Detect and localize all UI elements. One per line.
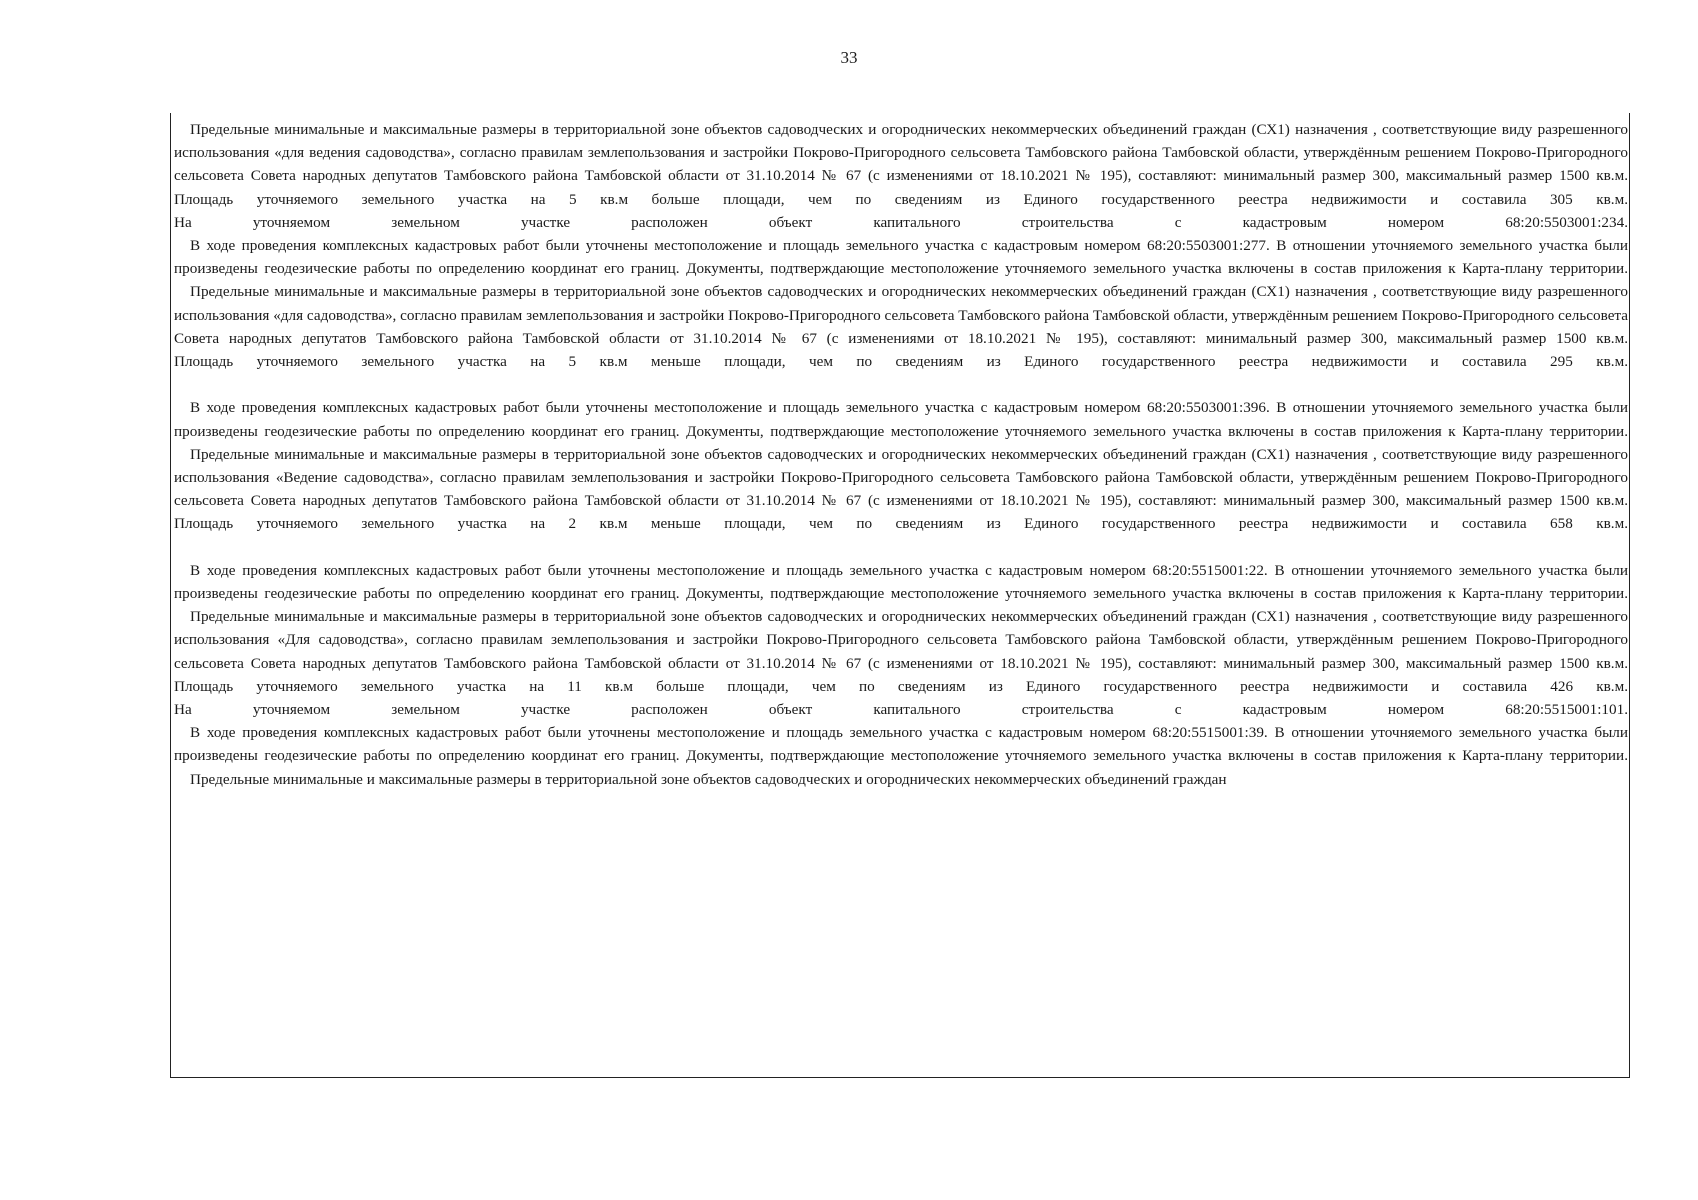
paragraph: Предельные минимальные и максимальные размеры в территориальной зоне объектов садоводческих и огороднических некоммерческих объединений граждан (СХ1) назначения , соответствующие виду разрешенного использования «Ведение садоводства», согласно правилам землепользования и застройки Покрово-Пригородного сельсовета Тамбовского района Тамбовской области, утверждённым решением Покрово-Пригородного сельсовета Совета народных депутатов Тамбовского района Тамбовской области от 31.10.2014 № 67 (с изменениями от 18.10.2021 № 195), составляют: минимальный размер 300, максимальный размер 1500 кв.м. <box>174 445 1628 510</box>
paragraph: Предельные минимальные и максимальные размеры в территориальной зоне объектов садоводческих и огороднических некоммерческих объединений граждан <box>190 770 1227 788</box>
paragraph: Площадь уточняемого земельного участка на 2 кв.м меньше площади, чем по сведениям из Единого государственного реестра недвижимости и составила 658 кв.м. <box>174 515 1628 533</box>
paragraph: В ходе проведения комплексных кадастровых работ были уточнены местоположение и площадь земельного участка с кадастровым номером 68:20:5515001:39. В отношении уточняемого земельного участка были произведены геодезические работы по определению координат его границ. Документы, подтверждающие местоположение уточняемого земельного участка включены в состав приложения к Карта-плану территории. <box>174 724 1628 765</box>
paragraph-gap <box>174 373 1628 396</box>
document-body <box>174 118 1628 791</box>
paragraph: На уточняемом земельном участке расположен объект капитального строительства с кадастровым номером 68:20:5503001:234. <box>174 213 1628 231</box>
paragraph: Площадь уточняемого земельного участка на 5 кв.м больше площади, чем по сведениям из Единого государственного реестра недвижимости и составила 305 кв.м. <box>174 190 1628 208</box>
paragraph: В ходе проведения комплексных кадастровых работ были уточнены местоположение и площадь земельного участка с кадастровым номером 68:20:5503001:277. В отношении уточняемого земельного участка были произведены геодезические работы по определению координат его границ. Документы, подтверждающие местоположение уточняемого земельного участка включены в состав приложения к Карта-плану территории. <box>174 237 1628 278</box>
paragraph: В ходе проведения комплексных кадастровых работ были уточнены местоположение и площадь земельного участка с кадастровым номером 68:20:5515001:22. В отношении уточняемого земельного участка были произведены геодезические работы по определению координат его границ. Документы, подтверждающие местоположение уточняемого земельного участка включены в состав приложения к Карта-плану территории. <box>174 561 1628 603</box>
paragraph: Предельные минимальные и максимальные размеры в территориальной зоне объектов садоводческих и огороднических некоммерческих объединений граждан (СХ1) назначения , соответствующие виду разрешенного использования «для садоводства», согласно правилам землепользования и застройки Покрово-Пригородного сельсовета Тамбовского района Тамбовской области, утверждённым решением Покрово-Пригородного сельсовета Совета народных депутатов Тамбовского района Тамбовской области от 31.10.2014 № 67 (с изменениями от 18.10.2021 № 195), составляют: минимальный размер 300, максимальный размер 1500 кв.м. <box>174 283 1628 347</box>
paragraph: Предельные минимальные и максимальные размеры в территориальной зоне объектов садоводческих и огороднических некоммерческих объединений граждан (СХ1) назначения , соответствующие виду разрешенного использования «для ведения садоводства», согласно правилам землепользования и застройки Покрово-Пригородного сельсовета Тамбовского района Тамбовской области, утверждённым решением Покрово-Пригородного сельсовета Совета народных депутатов Тамбовского района Тамбовской области от 31.10.2014 № 67 (с изменениями от 18.10.2021 № 195), составляют: минимальный размер 300, максимальный размер 1500 кв.м. <box>174 121 1628 185</box>
page-number: 33 <box>840 48 858 67</box>
paragraph: Площадь уточняемого земельного участка на 5 кв.м меньше площади, чем по сведениям из Единого государственного реестра недвижимости и составила 295 кв.м. <box>174 353 1628 371</box>
paragraph: На уточняемом земельном участке расположен объект капитального строительства с кадастровым номером 68:20:5515001:101. <box>174 701 1628 719</box>
paragraph-gap <box>174 536 1628 559</box>
paragraph: Предельные минимальные и максимальные размеры в территориальной зоне объектов садоводческих и огороднических некоммерческих объединений граждан (СХ1) назначения , соответствующие виду разрешенного использования «Для садоводства», согласно правилам землепользования и застройки Покрово-Пригородного сельсовета Тамбовского района Тамбовской области, утверждённым решением Покрово-Пригородного сельсовета Совета народных депутатов Тамбовского района Тамбовской области от 31.10.2014 № 67 (с изменениями от 18.10.2021 № 195), составляют: минимальный размер 300, максимальный размер 1500 кв.м. <box>174 608 1628 672</box>
paragraph: В ходе проведения комплексных кадастровых работ были уточнены местоположение и площадь земельного участка с кадастровым номером 68:20:5503001:396. В отношении уточняемого земельного участка были произведены геодезические работы по определению координат его границ. Документы, подтверждающие местоположение уточняемого земельного участка включены в состав приложения к Карта-плану территории. <box>174 399 1628 440</box>
paragraph: Площадь уточняемого земельного участка на 11 кв.м больше площади, чем по сведениям из Единого государственного реестра недвижимости и составила 426 кв.м. <box>174 677 1628 695</box>
